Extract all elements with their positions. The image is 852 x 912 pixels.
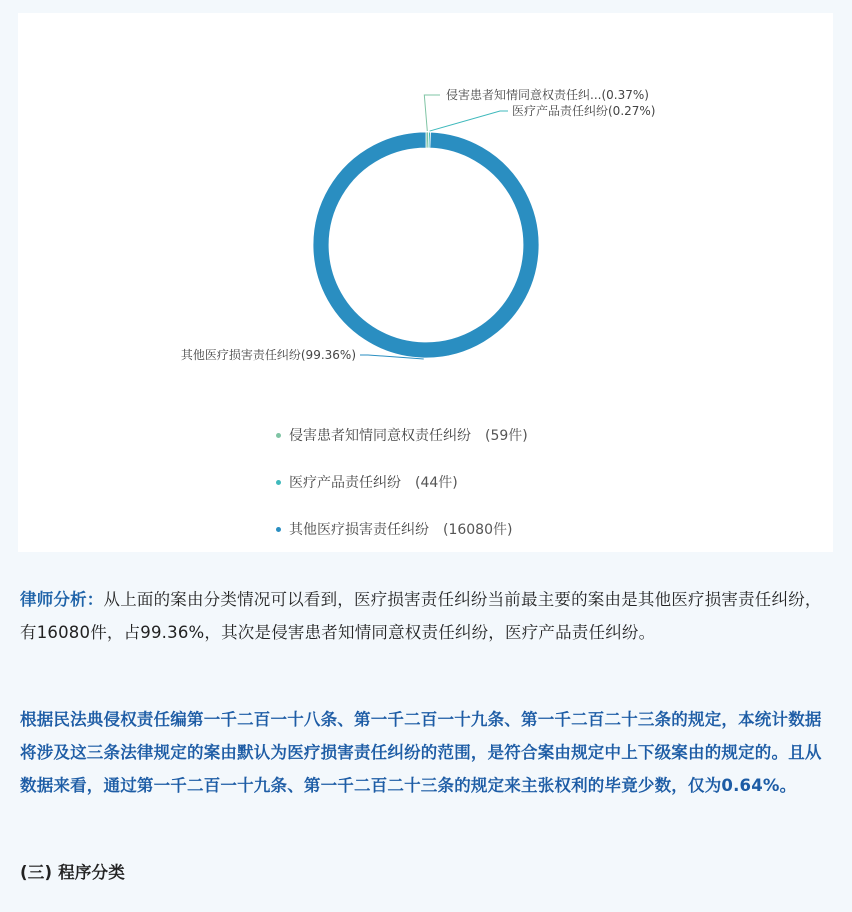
legend-item[interactable] [276,423,528,447]
legend-count: (16080件) [443,522,513,538]
slice-label: 医疗产品责任纠纷(0.27%) [512,104,656,118]
slice-label: 其他医疗损害责任纠纷(99.36%) [180,348,356,362]
analysis-paragraph [20,583,835,649]
chart-legend [276,423,528,564]
legend-label: 侵害患者知情同意权责任纠纷 [289,428,471,444]
chart-card [18,13,833,552]
legal-paragraph: 根据民法典侵权责任编第一千二百一十八条、第一千二百一十九条、第一千二百二十三条的规定，本统计数据将涉及这三条法律规定的案由默认为医疗损害责任纠纷的范围，是符合案由规定中上下级案由的规定的。且从数据来看，通过第一千二百一十九条、第一千二百二十三条的规定来主张权利的毕竟少数，仅为0.64%。 [20,710,822,795]
legend-item[interactable] [276,470,528,494]
legend-dot [276,527,281,532]
section-heading: (三) 程序分类 [20,863,125,882]
legend-dot [276,480,281,485]
analysis-label: 律师分析： [20,590,104,609]
leader-line [424,95,440,131]
analysis-text: 从上面的案由分类情况可以看到，医疗损害责任纠纷当前最主要的案由是其他医疗损害责任纠纷，有16080件，占99.36%，其次是侵害患者知情同意权责任纠纷，医疗产品责任纠纷。 [20,590,822,642]
donut-slice[interactable] [313,132,539,358]
leader-line [430,111,508,131]
legend-label: 其他医疗损害责任纠纷 [289,522,429,538]
legend-item[interactable] [276,517,528,541]
legend-label: 医疗产品责任纠纷 [289,475,401,491]
slice-label: 侵害患者知情同意权责任纠...(0.37%) [446,88,649,102]
legend-count: (44件) [415,475,458,491]
legend-count: (59件) [485,428,528,444]
legend-dot [276,433,281,438]
